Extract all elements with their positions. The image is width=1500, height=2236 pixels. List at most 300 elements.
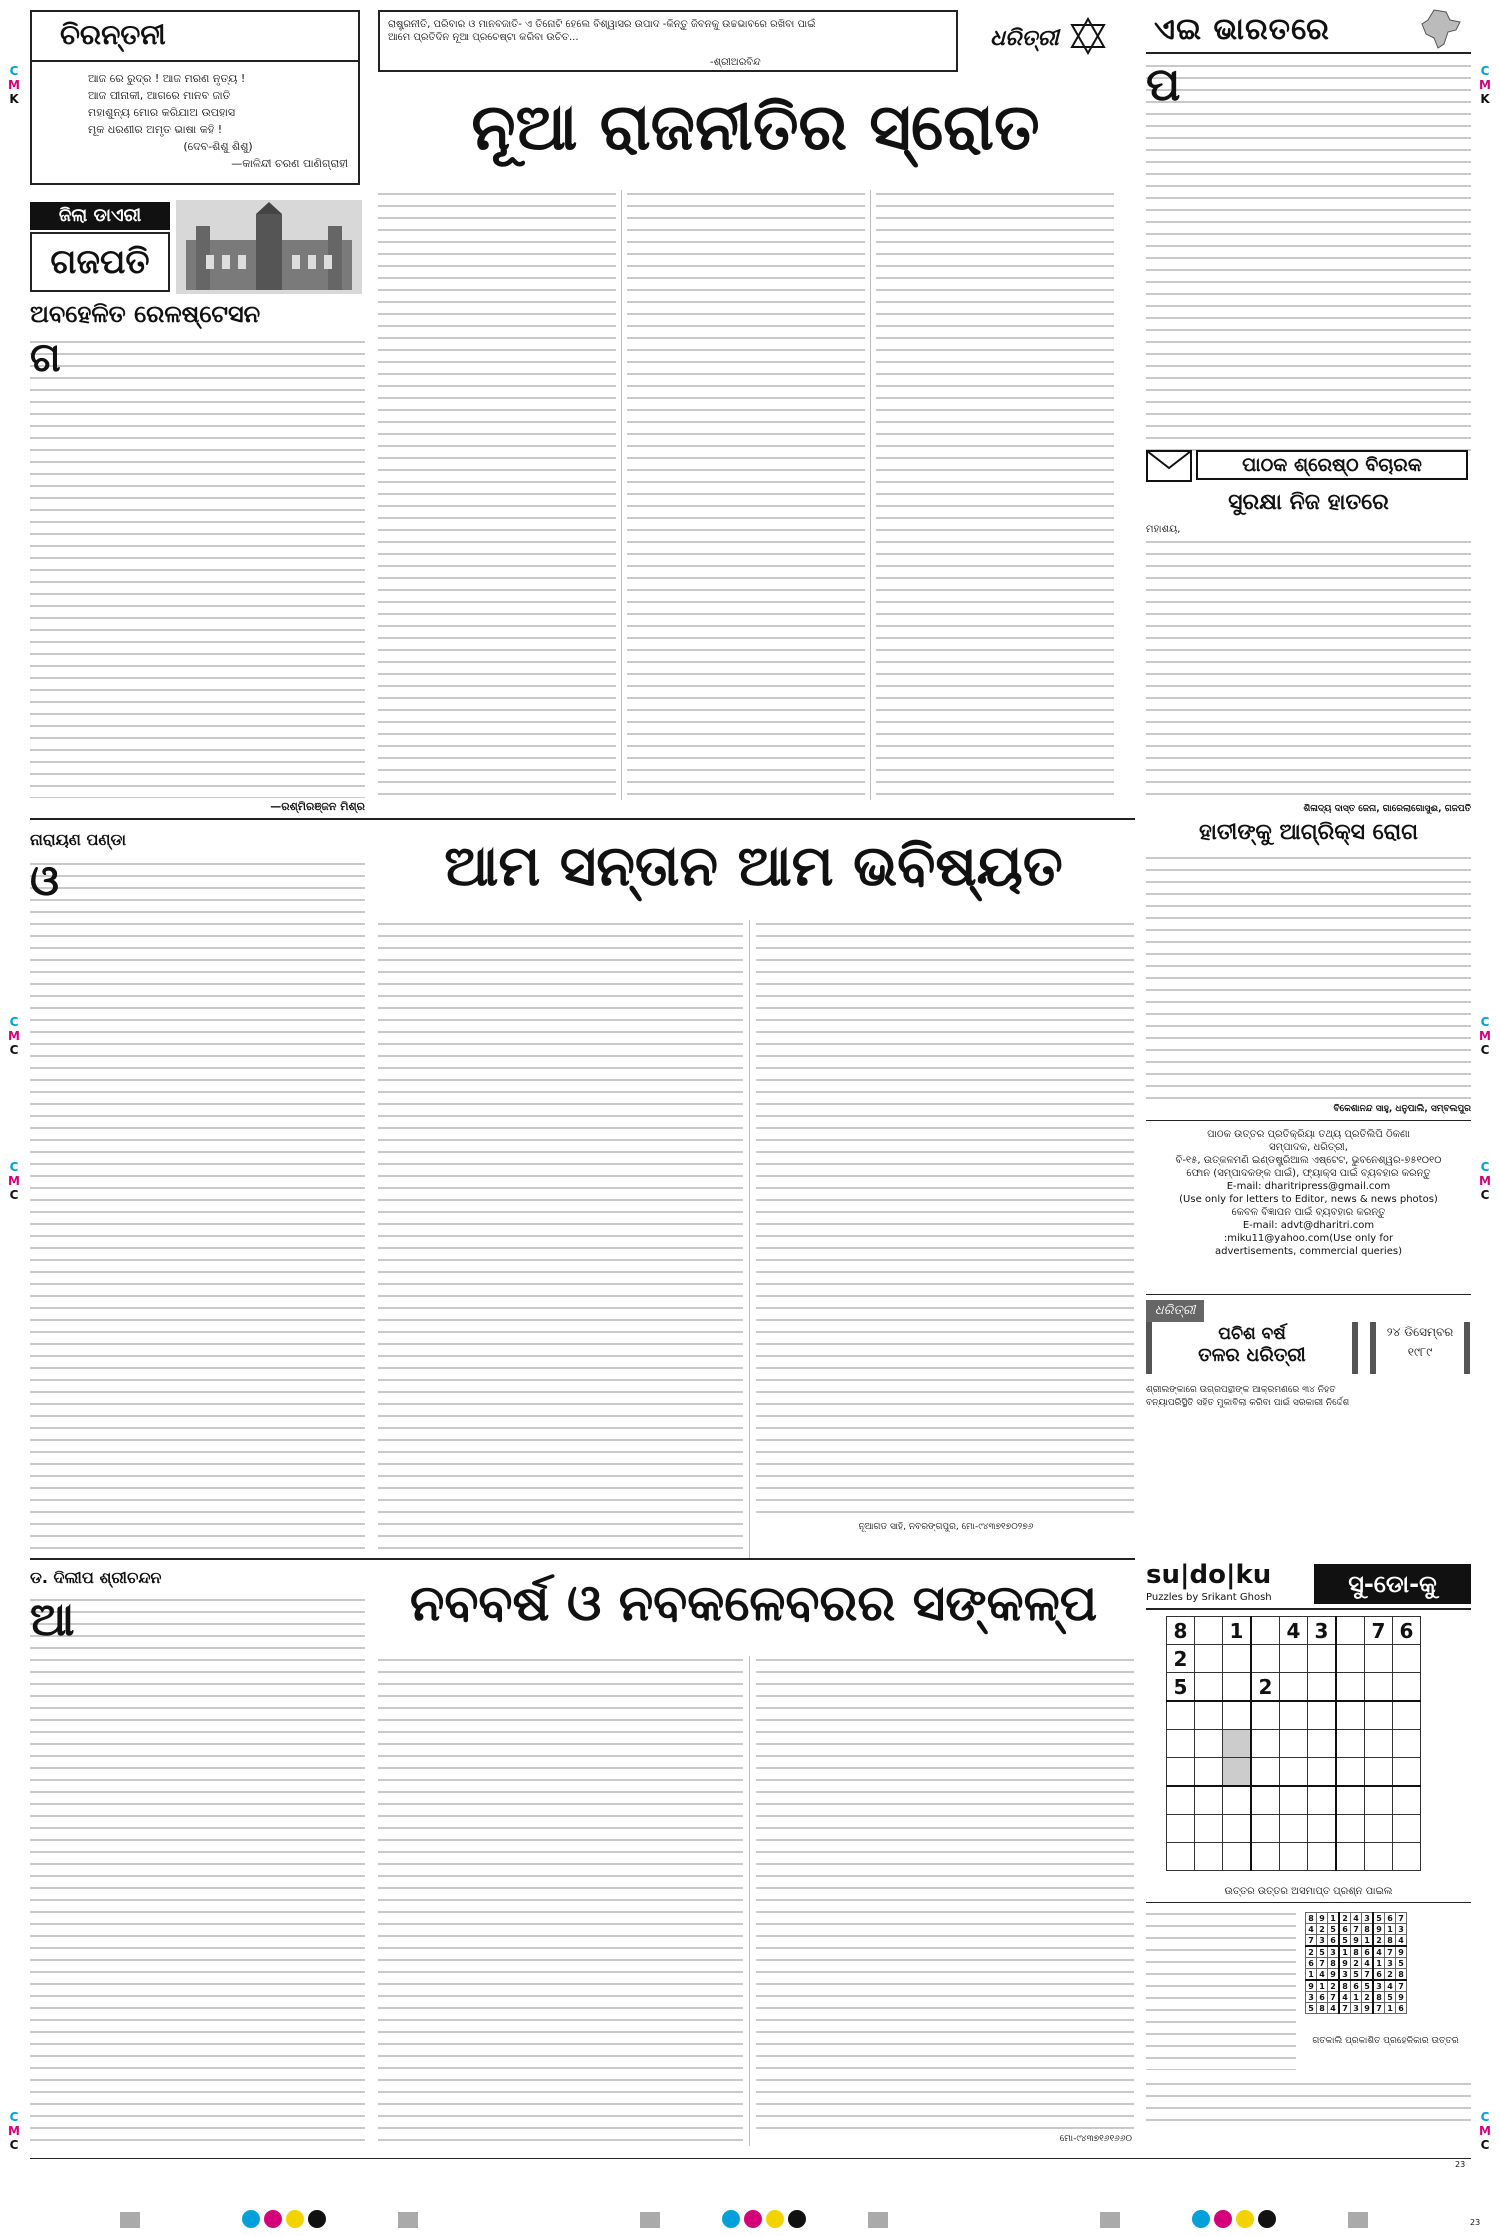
sudoku-cell	[1393, 1815, 1421, 1843]
sudoku-cell: 4	[1317, 1969, 1328, 1981]
sudoku-cell: 8	[1362, 1924, 1374, 1935]
second-dropcap: ଓ	[30, 856, 59, 905]
sudoku-cell: 7	[1385, 1946, 1396, 1958]
lead-col-3	[876, 190, 1114, 800]
sudoku-cell: 1	[1317, 1980, 1328, 1992]
sudoku-cell: 9	[1317, 1913, 1328, 1924]
reg-c: C	[1480, 2110, 1490, 2124]
footer-rule	[30, 2158, 1471, 2159]
sudoku-cell: 3	[1396, 1924, 1407, 1935]
sudoku-cell	[1280, 1786, 1308, 1815]
sudoku-row	[1167, 1617, 1421, 1645]
sudoku-cell: 6	[1351, 1980, 1362, 1992]
col-divider	[749, 1656, 750, 2146]
sudoku-cell: 5	[1385, 1992, 1396, 2003]
sudoku-cell	[1336, 1701, 1365, 1730]
sudoku-cell: 1	[1362, 1935, 1374, 1947]
sudoku-row	[1306, 1924, 1407, 1935]
letter1-salutation: ମହାଶୟ,	[1146, 524, 1181, 535]
sudoku-cell: 6	[1393, 1617, 1421, 1645]
ebharat-text	[1146, 57, 1471, 452]
gray-swatch	[1100, 2212, 1120, 2228]
past-25-line1: ପଚିଶ ବର୍ଷ	[1218, 1324, 1286, 1344]
past-25-line2: ତଳର ଧରିତ୍ରୀ	[1198, 1344, 1306, 1366]
district-diary-dropcap: ଗ	[30, 335, 61, 381]
sudoku-cell: 9	[1306, 1980, 1317, 1992]
sudoku-title-part: do	[1189, 1560, 1226, 1590]
registration-marks-lower-right	[1477, 1160, 1493, 1202]
past-25-snippet: ବନ୍ୟାପରିସ୍ଥିତି ସହିତ ମୁକାବିଲା କରିବା ପାଇଁ ସରକାରୀ ନିର୍ଦ୍ଦେଶ	[1146, 1398, 1350, 1408]
sudoku-cell	[1251, 1815, 1280, 1843]
gray-swatch	[640, 2212, 660, 2228]
black-dot	[1258, 2210, 1276, 2228]
sudoku-cell	[1251, 1617, 1280, 1645]
sudoku-cell	[1280, 1843, 1308, 1871]
contact-address: ବି-୧୫, ଉତ୍କଳମଣି ଇଣ୍ଡଷ୍ଟ୍ରିଆଲ ଏଷ୍ଟେଟ, ଭୁବନେଶ୍ୱର-୭୫୧୦୧୦	[1175, 1155, 1442, 1166]
chirantani-poem	[88, 70, 348, 172]
registration-marks-mid-left	[6, 1015, 22, 1057]
poem-line: ମୂକ ଧରଣୀର ଅମୃତ ଭାଷା କହି !	[88, 123, 223, 136]
past-25-bracket	[1146, 1322, 1358, 1374]
lead-col-2	[627, 190, 865, 800]
cyan-dot	[722, 2210, 740, 2228]
sudoku-cell	[1336, 1815, 1365, 1843]
sudoku-cell: 2	[1167, 1645, 1195, 1673]
sudoku-cell: 6	[1317, 1992, 1328, 2003]
sudoku-cell: 7	[1317, 1958, 1328, 1969]
palace-photo	[176, 200, 362, 294]
masthead-logo	[982, 10, 1117, 72]
sudoku-cell	[1365, 1815, 1393, 1843]
reg-k: K	[9, 92, 19, 106]
sudoku-cell: 1	[1339, 1946, 1351, 1958]
sudoku-cell	[1167, 1758, 1195, 1787]
sudoku-row	[1167, 1815, 1421, 1843]
past-25-box	[1146, 1300, 1471, 1376]
sudoku-cell: 8	[1328, 1958, 1340, 1969]
past-25-snippets	[1146, 1384, 1471, 1410]
sudoku-cell	[1167, 1701, 1195, 1730]
district-diary-text	[30, 335, 365, 798]
letter1-text	[1146, 538, 1471, 798]
section-rule	[30, 1558, 1135, 1560]
sudoku-cell: 9	[1351, 1935, 1362, 1947]
masthead-name: ଧରିତ୍ରୀ	[990, 26, 1059, 51]
sudoku-cell: 8	[1351, 1946, 1362, 1958]
letter2-title: ହାତୀଙ୍କୁ ଆଗ୍ରିକ୍ସ ରୋଗ	[1199, 820, 1418, 845]
sudoku-cell: 4	[1306, 1924, 1317, 1935]
reg-c2: C	[9, 1043, 19, 1057]
sudoku-cell: 2	[1328, 1980, 1340, 1992]
sudoku-row	[1306, 1969, 1407, 1981]
col-divider	[621, 190, 622, 800]
sudoku-cell: 4	[1396, 1935, 1407, 1947]
reg-c4: C	[9, 2138, 19, 2152]
sudoku-cell: 1	[1306, 1969, 1317, 1981]
reg-m: M	[8, 1174, 20, 1188]
third-col-3	[756, 1656, 1134, 2130]
sudoku-cell: 3	[1328, 1946, 1340, 1958]
reader-banner	[1146, 448, 1471, 484]
sudoku-cell	[1223, 1701, 1252, 1730]
sudoku-cell	[1251, 1786, 1280, 1815]
second-headline: ଆମ ସନ୍ତାନ ଆମ ଭବିଷ୍ୟତ	[444, 834, 1063, 899]
sudoku-solution	[1305, 1912, 1407, 2014]
sudoku-cell: 9	[1339, 1958, 1351, 1969]
sudoku-cell	[1280, 1645, 1308, 1673]
chirantani-rule	[32, 60, 358, 62]
reg-c: C	[9, 64, 19, 78]
poem-credit: —କାଳିନ୍ଦୀ ଚରଣ ପାଣିଗ୍ରାହୀ	[231, 157, 348, 170]
lead-col-1	[378, 190, 616, 800]
sudoku-cell: 6	[1396, 2003, 1407, 2014]
reg-c: C	[1480, 1015, 1490, 1029]
poem-line: ଆଜ ରେ ରୁଦ୍ର ! ଆଜ ମରଣ ନୃତ୍ୟ !	[88, 72, 246, 85]
sudoku-cell	[1365, 1758, 1393, 1787]
sudoku-cell: 4	[1385, 1980, 1396, 1992]
sudoku-cell	[1223, 1645, 1252, 1673]
past-25-date-bracket	[1370, 1322, 1470, 1374]
sudoku-cell	[1223, 1786, 1252, 1815]
sudoku-cell: 4	[1280, 1617, 1308, 1645]
sudoku-row	[1306, 1992, 1407, 2003]
sudoku-cell: 8	[1167, 1617, 1195, 1645]
district-diary-label: ଜିଲା ଡାଏରୀ	[58, 205, 142, 226]
third-signoff: ମୋ-୯୪୩୭୧୬୧୬୬୦	[1059, 2134, 1132, 2144]
contact-email-ads[interactable]: E-mail: advt@dharitri.com	[1242, 1220, 1375, 1231]
sudoku-cell	[1308, 1645, 1337, 1673]
sudoku-cell	[1280, 1701, 1308, 1730]
sudoku-cell	[1251, 1730, 1280, 1758]
third-headline: ନବବର୍ଷ ଓ ନବକଳେବରର ସଙ୍କଳ୍ପ	[409, 1574, 1098, 1632]
sudoku-cell: 2	[1385, 1969, 1396, 1981]
sudoku-row	[1167, 1730, 1421, 1758]
sudoku-cell	[1251, 1758, 1280, 1787]
sudoku-cell	[1280, 1815, 1308, 1843]
yellow-dot	[1236, 2210, 1254, 2228]
sudoku-cell	[1336, 1730, 1365, 1758]
letter1-author: ଶିଳାଦ୍ୟ ଦାସ୍ତ ଜେନା, ଗାରେଲାଗୋସୁଈ, ଗଜପତି	[1303, 804, 1471, 814]
reg-c3: C	[9, 1188, 19, 1202]
envelope-icon	[1146, 450, 1192, 482]
reg-c: C	[1480, 1160, 1490, 1174]
top-quote-box	[378, 10, 958, 72]
sudoku-subtitle: Puzzles by Srikant Ghosh	[1146, 1592, 1272, 1603]
gray-swatch	[868, 2212, 888, 2228]
sudoku-cell	[1365, 1701, 1393, 1730]
sudoku-cell	[1195, 1758, 1223, 1787]
reg-m: M	[1479, 78, 1491, 92]
lead-headline: ନୂଆ ରାଜନୀତିର ସ୍ରୋତ	[471, 91, 1040, 165]
sudoku-cell: 7	[1365, 1617, 1393, 1645]
sudoku-cell	[1336, 1673, 1365, 1702]
cyan-dot	[242, 2210, 260, 2228]
letter2-author: ବିକେଶାନନ୍ଦ ସାହୁ, ଧନୁପାଲି, ସମ୍ବଲପୁର	[1333, 1104, 1471, 1114]
sudoku-grid	[1166, 1616, 1421, 1871]
poem-line: ମହାଶୁନ୍ୟ ମୋର କରିଯାଅ ଉପହାସ	[88, 106, 236, 119]
third-col-1	[30, 1592, 365, 2146]
sudoku-cell	[1365, 1786, 1393, 1815]
sudoku-cell: 3	[1351, 2003, 1362, 2014]
sudoku-cell	[1195, 1617, 1223, 1645]
sudoku-cell: 5	[1373, 1913, 1385, 1924]
sudoku-cell: 3	[1385, 1958, 1396, 1969]
sudoku-cell: 9	[1373, 1924, 1385, 1935]
reg-c: C	[9, 2110, 19, 2124]
ebharat-header	[1146, 8, 1471, 54]
magenta-dot	[264, 2210, 282, 2228]
sudoku-cell	[1280, 1673, 1308, 1702]
reg-m: M	[8, 1029, 20, 1043]
sudoku-cell: 4	[1362, 1958, 1374, 1969]
letter1-title: ସୁରକ୍ଷା ନିଜ ହାତରେ	[1228, 490, 1389, 515]
sudoku-cell: 6	[1362, 1946, 1374, 1958]
chirantani-title: ଚିରନ୍ତନୀ	[60, 18, 166, 51]
sudoku-cell	[1308, 1815, 1337, 1843]
sudoku-cell: 2	[1339, 1913, 1351, 1924]
sudoku-cell: 7	[1328, 1992, 1340, 2003]
district-diary-label-bar	[30, 202, 170, 230]
rule	[1146, 1902, 1471, 1903]
sudoku-row	[1306, 1946, 1407, 1958]
contact-email-note: (Use only for letters to Editor, news & news photos)	[1179, 1194, 1438, 1205]
reg-k: K	[1480, 92, 1490, 106]
registration-marks-top-left	[6, 64, 22, 106]
sudoku-cell: 2	[1306, 1946, 1317, 1958]
sudoku-cell: 8	[1317, 2003, 1328, 2014]
sudoku-cell	[1167, 1786, 1195, 1815]
sudoku-cell	[1365, 1843, 1393, 1871]
contact-email-ads-alt[interactable]: :miku11@yahoo.com(Use only for	[1223, 1233, 1394, 1244]
sudoku-cell	[1280, 1758, 1308, 1787]
district-name: ଗଜପତି	[50, 242, 150, 282]
magenta-dot	[744, 2210, 762, 2228]
district-name-box	[30, 232, 170, 292]
section-rule	[30, 818, 1135, 820]
gray-swatch	[398, 2212, 418, 2228]
sudoku-cell: 5	[1396, 1958, 1407, 1969]
sudoku-answer-caption: ଗତକାଲି ପ୍ରକାଶିତ ପ୍ରହେଳିକାର ଉତ୍ତର	[1312, 2036, 1459, 2046]
sudoku-cell: 5	[1306, 2003, 1317, 2014]
past-25-year: ୧୯୮୯	[1407, 1345, 1433, 1359]
sudoku-cell	[1195, 1730, 1223, 1758]
past-25-date: ୨୪ ଡିସେମ୍ବର	[1386, 1325, 1454, 1339]
sudoku-cell	[1308, 1730, 1337, 1758]
sudoku-cell	[1365, 1730, 1393, 1758]
registration-marks-mid-right	[1477, 1015, 1493, 1057]
sudoku-cell: 5	[1317, 1946, 1328, 1958]
sudoku-cell: 7	[1306, 1935, 1317, 1947]
sudoku-cell: 6	[1328, 1935, 1340, 1947]
sudoku-cell	[1223, 1758, 1252, 1787]
sudoku-cell	[1167, 1843, 1195, 1871]
second-col-3	[756, 920, 1134, 1516]
sudoku-cell	[1251, 1843, 1280, 1871]
sudoku-cell: 6	[1385, 1913, 1396, 1924]
sudoku-cell: 4	[1339, 1992, 1351, 2003]
sudoku-instructions-caption: ଉତ୍ତର ଉତ୍ତର ଅସମାପ୍ତ ପ୍ରଶ୍ନ ପାଇଲ	[1224, 1886, 1393, 1897]
sudoku-cell: 7	[1396, 1980, 1407, 1992]
sudoku-cell: 7	[1351, 1924, 1362, 1935]
ebharat-body	[1146, 57, 1471, 452]
sudoku-cell	[1365, 1645, 1393, 1673]
top-quote-text: ରାଷ୍ଟ୍ରନୀତି, ପରିବାର ଓ ମାନବଜାତି- ଏ ତିନୋଟି ହେଲେ ବିଶ୍ୱାସର ଉପାଦ -କିନ୍ତୁ ଜିବନକୁ ଉଚ୍ଚଭାବରେ ରଖିବା ପାଇଁ ଆମେ ପ୍ରତିଦିନ ନୂଆ ପ୍ରଚେଷ୍ଟା କରିବା ଉଚିତ...	[388, 19, 816, 43]
third-col-2	[378, 1656, 743, 2146]
reg-m: M	[1479, 1174, 1491, 1188]
sudoku-cell: 9	[1396, 1992, 1407, 2003]
sudoku-cell: 3	[1306, 1992, 1317, 2003]
sudoku-cell	[1308, 1673, 1337, 1702]
sudoku-cell	[1308, 1758, 1337, 1787]
gray-swatch	[1348, 2212, 1368, 2228]
sudoku-cell: 6	[1339, 1924, 1351, 1935]
second-col-1-text	[30, 856, 365, 1560]
poem-line: (ଦେବ-ଶିଶୁ ଶିଶୁ)	[183, 140, 253, 153]
registration-marks-bottom-left	[6, 2110, 22, 2152]
chirantani-box	[30, 10, 360, 185]
contact-ad-line: କେବଳ ବିଜ୍ଞାପନ ପାଇଁ ବ୍ୟବହାର କରନ୍ତୁ	[1231, 1207, 1386, 1218]
sudoku-cell	[1308, 1786, 1337, 1815]
cyan-dot	[1192, 2210, 1210, 2228]
reader-banner-title: ପାଠକ ଶ୍ରେଷ୍ଠ ବିଚାରକ	[1196, 450, 1468, 480]
sudoku-table	[1166, 1616, 1421, 1871]
sudoku-cell: 9	[1396, 1946, 1407, 1958]
contact-email-editor[interactable]: E-mail: dharitripress@gmail.com	[1226, 1181, 1391, 1192]
contact-editorial-line: ଫୋନ (ସମ୍ପାଦକଙ୍କ ପାଇଁ), ଫ୍ୟାକ୍ସ ପାଇଁ ବ୍ୟବହାର କରନ୍ତୁ	[1186, 1168, 1431, 1179]
sudoku-row	[1167, 1786, 1421, 1815]
sudoku-cell: 2	[1251, 1673, 1280, 1702]
contact-intro: ପାଠକ ଉତ୍ତର ପ୍ରତିକ୍ରିୟା ତଥ୍ୟ ପ୍ରତିଲିପି ଠିକଣା	[1207, 1129, 1410, 1140]
reg-c7: C	[1480, 2138, 1490, 2152]
sudoku-cell: 7	[1396, 1913, 1407, 1924]
sudoku-cell	[1251, 1645, 1280, 1673]
sudoku-cell: 8	[1306, 1913, 1317, 1924]
sudoku-cell: 8	[1339, 1980, 1351, 1992]
sudoku-footer-text	[1146, 2080, 1471, 2126]
yellow-dot	[766, 2210, 784, 2228]
sudoku-cell: 2	[1362, 1992, 1374, 2003]
rule	[1146, 1294, 1471, 1295]
sudoku-cell	[1308, 1843, 1337, 1871]
contact-org: ସମ୍ପାଦକ, ଧରିତ୍ରୀ,	[1269, 1142, 1348, 1153]
sudoku-cell	[1223, 1815, 1252, 1843]
page-number: 23	[1455, 2160, 1466, 2169]
second-col-2	[378, 920, 743, 1560]
ebharat-dropcap: ପ	[1146, 57, 1181, 111]
sudoku-cell: 5	[1339, 1935, 1351, 1947]
reg-c: C	[9, 1015, 19, 1029]
sudoku-cell	[1280, 1730, 1308, 1758]
sudoku-row	[1306, 1935, 1407, 1947]
ebharat-title: ଏଇ ଭାରତରେ	[1154, 12, 1330, 47]
sudoku-title-part: su	[1146, 1560, 1180, 1590]
sudoku-cell: 1	[1385, 1924, 1396, 1935]
registration-marks-lower-left	[6, 1160, 22, 1202]
reg-m: M	[1479, 1029, 1491, 1043]
magenta-dot	[1214, 2210, 1232, 2228]
print-marks-right	[1100, 2210, 1368, 2232]
sudoku-cell: 5	[1351, 1969, 1362, 1981]
sudoku-cell	[1195, 1786, 1223, 1815]
sudoku-cell: 1	[1223, 1617, 1252, 1645]
sudoku-cell	[1308, 1701, 1337, 1730]
sudoku-row	[1167, 1673, 1421, 1702]
yellow-dot	[286, 2210, 304, 2228]
sudoku-row	[1167, 1701, 1421, 1730]
second-byline: ନାରାୟଣ ପଣ୍ଡା	[30, 830, 127, 849]
sudoku-cell	[1167, 1730, 1195, 1758]
sudoku-cell	[1393, 1645, 1421, 1673]
col-divider	[749, 920, 750, 1560]
reg-m: M	[1479, 2124, 1491, 2138]
letter2-text	[1146, 854, 1471, 1100]
past-25-snippet: ଶ୍ରୀଲଙ୍କାରେ ଉଗ୍ରପନ୍ଥୀଙ୍କ ଆକ୍ରମଣରେ ୩୪ ନିହତ	[1146, 1385, 1336, 1395]
rule	[1146, 1120, 1471, 1121]
sudoku-cell: 4	[1373, 1946, 1385, 1958]
sudoku-cell: 2	[1317, 1924, 1328, 1935]
sudoku-cell: 7	[1339, 2003, 1351, 2014]
sudoku-title-part: ku	[1235, 1560, 1272, 1590]
solution-table	[1305, 1912, 1407, 2014]
reg-m: M	[8, 78, 20, 92]
sudoku-row	[1167, 1645, 1421, 1673]
sudoku-cell	[1223, 1843, 1252, 1871]
sudoku-cell: 6	[1306, 1958, 1317, 1969]
reg-c: C	[9, 1160, 19, 1174]
sudoku-cell: 8	[1373, 1992, 1385, 2003]
sudoku-row	[1306, 1958, 1407, 1969]
second-signoff: ନୂଆଗଡ ସାହି, ନବରଙ୍ଗପୁର, ମୋ-୯୪୩୭୧୭୦୨୭୬	[858, 1522, 1034, 1532]
sudoku-cell: 1	[1328, 1913, 1340, 1924]
sudoku-cell: 3	[1362, 1913, 1374, 1924]
col-divider	[870, 190, 871, 800]
black-dot	[308, 2210, 326, 2228]
sudoku-row	[1167, 1843, 1421, 1871]
corner-number: 23	[1470, 2218, 1481, 2227]
sudoku-cell: 3	[1373, 1980, 1385, 1992]
third-dropcap: ଆ	[30, 1592, 75, 1646]
sudoku-cell: 3	[1308, 1617, 1337, 1645]
sudoku-cell	[1393, 1673, 1421, 1702]
sudoku-row	[1306, 1980, 1407, 1992]
sudoku-cell: 7	[1362, 1969, 1374, 1981]
district-diary-byline: —ରଶ୍ମିରଞ୍ଜନ ମିଶ୍ର	[270, 800, 365, 813]
poem-line: ଆଜ ପୀନାକୀ, ଆଗରେ ମାନବ ଜାତି	[88, 89, 231, 102]
sudoku-header	[1146, 1560, 1471, 1610]
sudoku-row	[1167, 1758, 1421, 1787]
district-diary-body	[30, 335, 365, 798]
sudoku-title-odia: ସୁ-ଡୋ-କୁ	[1314, 1564, 1471, 1604]
contact-email-ads-note: advertisements, commercial queries)	[1215, 1246, 1402, 1257]
sudoku-cell	[1393, 1843, 1421, 1871]
sudoku-cell: 8	[1396, 1969, 1407, 1981]
india-map-icon	[1416, 8, 1466, 50]
sudoku-cell: 2	[1373, 1935, 1385, 1947]
sudoku-cell: 5	[1328, 1924, 1340, 1935]
reg-c5: C	[1480, 1043, 1490, 1057]
sudoku-cell: 1	[1385, 2003, 1396, 2014]
sudoku-cell: 4	[1351, 1913, 1362, 1924]
sudoku-cell: 3	[1317, 1935, 1328, 1947]
sudoku-rules-text	[1146, 1910, 1296, 2070]
sudoku-cell	[1365, 1673, 1393, 1702]
gray-swatch	[120, 2212, 140, 2228]
sudoku-cell	[1393, 1701, 1421, 1730]
sudoku-cell	[1393, 1786, 1421, 1815]
reg-m: M	[8, 2124, 20, 2138]
sudoku-cell: 1	[1373, 1958, 1385, 1969]
sudoku-cell: 5	[1362, 1980, 1374, 1992]
